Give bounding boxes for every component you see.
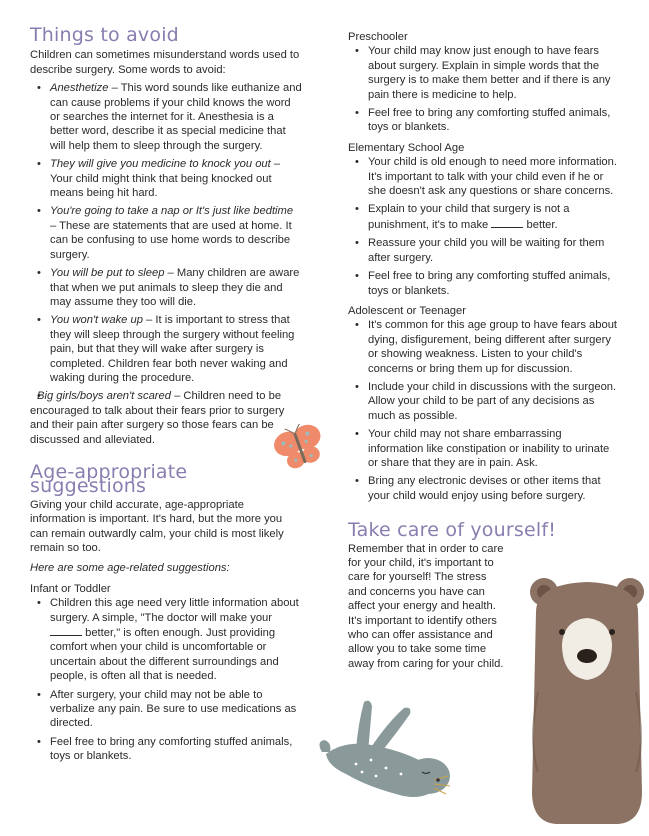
avoid-intro: Children can sometimes misunderstand words used to describe surgery. Some words to avoid: <box>30 49 300 76</box>
list-item: • It's common for this age group to have fears about dying, disfigurement, being different after surgery or showing weakness. Listen to your child's concerns or bring them up for discussion. <box>348 318 620 376</box>
preschooler-title: Preschooler <box>348 31 408 43</box>
elementary-title: Elementary School Age <box>348 141 465 154</box>
infant-list <box>30 596 302 763</box>
elementary-list <box>348 155 620 298</box>
preschooler-list <box>348 44 620 134</box>
age-lead: Here are some age-related suggestions: <box>30 562 230 575</box>
list-item: • Big girls/boys aren't scared – Children need to be encouraged to talk about their fears prior to surgery and their pain after surgery so those fears can be discussed and alleviated. <box>30 389 302 447</box>
list-item: • Your child may know just enough to have fears about surgery. Explain in simple words that the surgery is to make them better and if there is any pain there is medicine to help. <box>348 44 620 102</box>
age-suggestions-heading: Age-appropriate suggestions <box>30 460 188 498</box>
list-item: • They will give you medicine to knock you out – Your child might think that being knocked out means being hit hard. <box>30 157 302 200</box>
infant-title: Infant or Toddler <box>30 582 111 595</box>
list-item: • You're going to take a nap or It's just like bedtime – These are statements that are used at home. It can be confusing to use home words to describe surgery. <box>30 204 302 262</box>
list-item: • After surgery, your child may not be able to verbalize any pain. Be sure to use medications as directed. <box>30 688 302 731</box>
list-item: • You will be put to sleep – Many children are aware that when we put animals to sleep they die and may assume they too will die. <box>30 266 302 309</box>
list-item: • Include your child in discussions with the surgeon. Allow your child to be part of any decisions as much as possible. <box>348 380 620 423</box>
list-item: • Feel free to bring any comforting stuffed animals, toys or blankets. <box>348 106 620 135</box>
list-item: • Your child may not share embarrassing information like constipation or inability to urinate or share that they are in pain. Ask. <box>348 427 620 470</box>
list-item: • You won't wake up – It is important to stress that they will sleep through the surgery without feeling pain, but that they will wake after surgery is completed. Children fear both never waking and waking during the procedure. <box>30 313 302 385</box>
teen-list <box>348 318 620 503</box>
avoid-list <box>30 81 302 447</box>
age-intro: Giving your child accurate, age-appropriate information is important. It's hard, but the more you can remain outwardly calm, your child is most likely remain so too. <box>30 498 284 554</box>
list-item: • Children this age need very little information about surgery. A simple, "The doctor will make your better," is often enough. Just providing comfort when your child is uncomfortable or uncertain about the different surroundings and people, is often all that is needed. <box>30 596 302 683</box>
things-to-avoid-heading: Things to avoid <box>30 24 179 46</box>
take-care-text: Remember that in order to care for your child, it's important to care for yourself! The stress and concerns you have can affect your energy and health. It's important to identify others who can offer assistance and allow you to take some time away from caring for your child. <box>348 542 504 670</box>
list-item: • Anesthetize – This word sounds like euthanize and can cause problems if your child knows the word or searches the internet for it. Anesthesia is a better word, describe it as special medicine that will help them to sleep through the surgery. <box>30 81 302 153</box>
bunny-illustration <box>316 694 466 804</box>
list-item: • Feel free to bring any comforting stuffed animals, toys or blankets. <box>30 735 302 764</box>
blank-line <box>50 625 82 636</box>
list-item: • Explain to your child that surgery is not a punishment, it's to make better. <box>348 202 620 232</box>
list-item: • Feel free to bring any comforting stuffed animals, toys or blankets. <box>348 269 620 298</box>
bear-illustration <box>528 572 646 824</box>
list-item: • Reassure your child you will be waiting for them after surgery. <box>348 236 620 265</box>
take-care-heading: Take care of yourself! <box>348 519 557 542</box>
left-column <box>30 24 302 764</box>
butterfly-illustration <box>272 424 328 472</box>
blank-line <box>491 217 523 228</box>
teen-title: Adolescent or Teenager <box>348 304 466 317</box>
list-item: • Your child is old enough to need more information. It's important to talk with your child even if he or she doesn't ask any questions or share concerns. <box>348 155 620 198</box>
list-item: • Bring any electronic devises or other items that your child would enjoy using before surgery. <box>348 474 620 503</box>
